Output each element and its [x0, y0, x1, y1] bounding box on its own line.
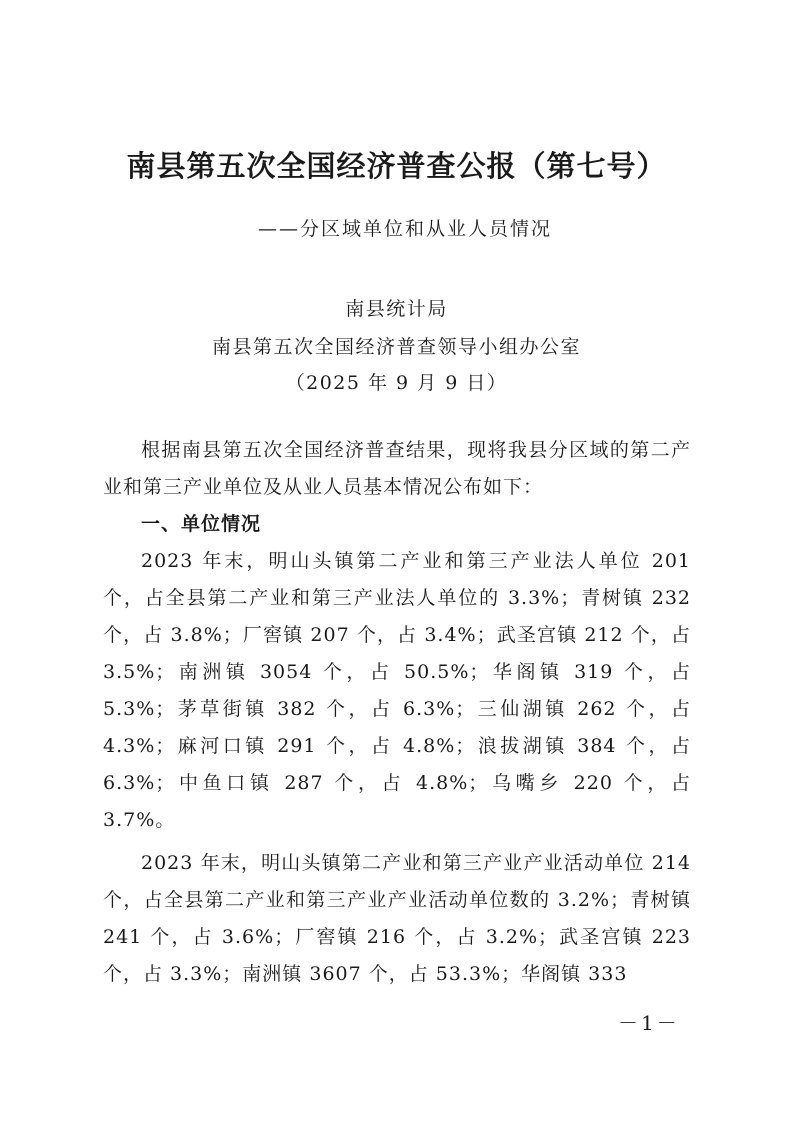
page-number: －1－ [618, 1011, 680, 1035]
issuer-census-office: 南县第五次全国经济普查领导小组办公室 [211, 336, 581, 358]
intro-paragraph: 根据南县第五次全国经济普查结果，现将我县分区域的第二产业和第三产业单位及从业人员基本情况公布如下： [103, 439, 691, 498]
activity-unit-paragraph: 2023 年末，明山头镇第二产业和第三产业产业活动单位 214个，占全县第二产业和第三产业产业活动单位数的 3.2%；青树镇 241 个，占 3.6%；厂窖镇 216 个，占 3.2%；武圣宫镇 223 个，占 3.3%；南洲镇 3607 个，占 53.3%；华阁镇 333 [103, 852, 691, 985]
publish-date: （2025 年 9 月 9 日） [285, 372, 508, 394]
document-subtitle: ——分区域单位和从业人员情况 [258, 218, 553, 240]
section-heading-units: 一、单位情况 [141, 513, 262, 535]
legal-entity-paragraph: 2023 年末，明山头镇第二产业和第三产业法人单位 201 个，占全县第二产业和第三产业法人单位的 3.3%；青树镇 232 个，占 3.8%；厂窖镇 207 个，占 3.4%；武圣宫镇 212 个，占 3.5%；南洲镇 3054 个，占 50.5%；华阁镇 319 个，占 5.3%；茅草街镇 382 个，占 6.3%；三仙湖镇 262 个，占 4.3%；麻河口镇 291 个，占 4.8%；浪拔湖镇 384 个，占 6.3%；中鱼口镇 287 个，占 4.8%；乌嘴乡 220 个，占 3.7%。 [103, 550, 691, 831]
issuer-statistics-bureau: 南县统计局 [345, 298, 448, 320]
document-title: 南县第五次全国经济普查公报（第七号） [126, 149, 667, 183]
document-body [103, 432, 691, 993]
